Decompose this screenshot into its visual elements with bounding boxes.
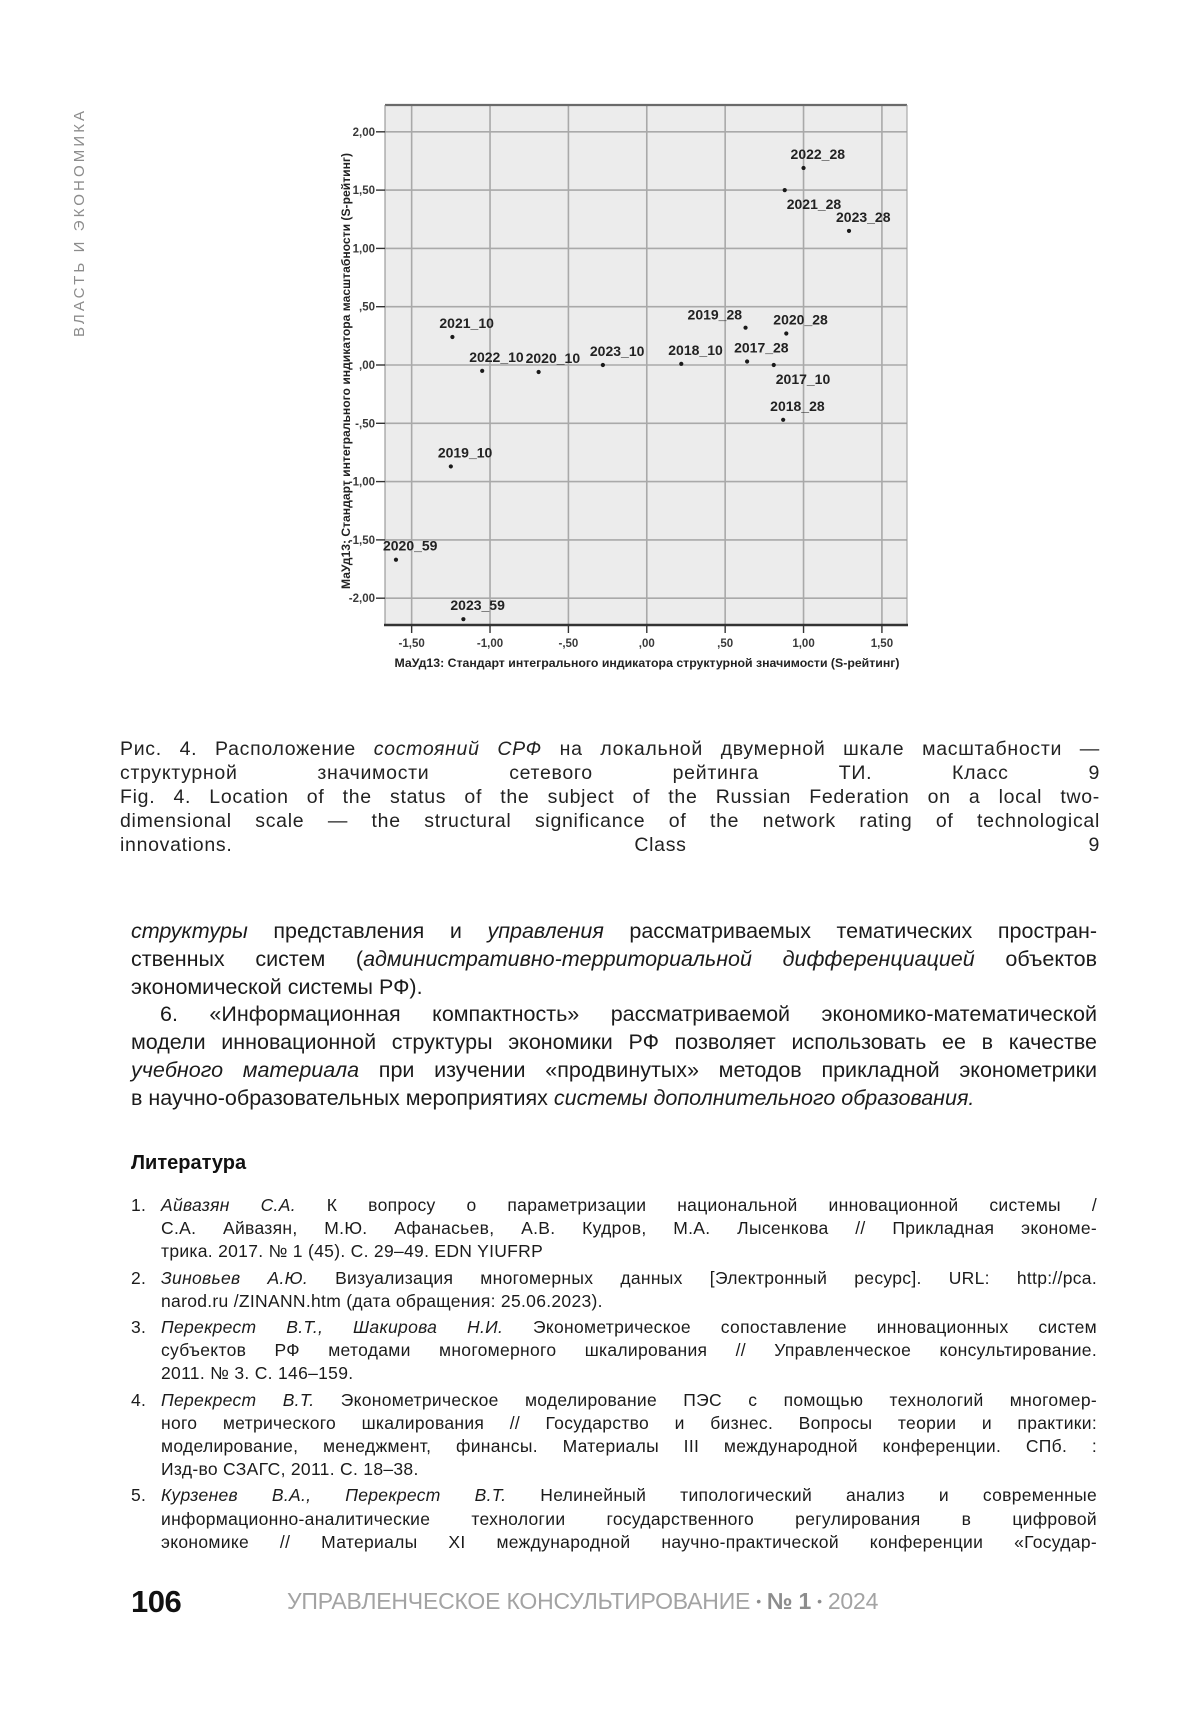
text-line xyxy=(131,918,1097,946)
y-tick-label: ,00 xyxy=(359,360,375,372)
data-point xyxy=(801,166,805,170)
text-line xyxy=(131,1085,1097,1113)
data-point xyxy=(745,359,749,363)
y-tick-label: 1,00 xyxy=(352,243,375,256)
body-paragraphs xyxy=(131,918,1097,1113)
point-label: 2022_10 xyxy=(469,348,524,365)
reference-item xyxy=(131,1316,1097,1386)
data-point xyxy=(781,418,785,422)
point-label: 2017_28 xyxy=(734,339,789,356)
data-point xyxy=(461,617,465,621)
text-line xyxy=(161,1339,1097,1362)
x-tick-label: -,50 xyxy=(558,638,579,650)
text: модели инновационной структуры экономики РФ позволяет использовать ее в качестве xyxy=(131,1030,1097,1055)
text-line xyxy=(161,1531,1097,1554)
x-tick-label: 1,50 xyxy=(870,638,894,650)
y-tick-label: -2,00 xyxy=(348,593,375,606)
data-point xyxy=(450,335,454,339)
text: 2011. № 3. С. 146–159. xyxy=(161,1363,354,1384)
figure-caption xyxy=(120,737,1100,857)
point-label: 2020_10 xyxy=(525,349,581,366)
text-line xyxy=(131,974,1097,1002)
italic-text: управления xyxy=(487,919,604,943)
reference-number: 5. xyxy=(131,1485,147,1506)
italic-text: состояний СРФ xyxy=(373,738,542,760)
text: Эконометрическое сопоставление инновационных систем xyxy=(503,1317,1097,1338)
text: С.А. Айвазян, М.Ю. Афанасьев, А.В. Кудров, М.А. Лысенкова // Прикладная экономе- xyxy=(161,1218,1097,1239)
journal-footer xyxy=(287,1588,878,1615)
text-line xyxy=(161,1412,1097,1435)
text-line xyxy=(161,1240,1097,1263)
data-point xyxy=(449,464,453,468)
text-line xyxy=(120,761,1100,785)
text-line xyxy=(131,946,1097,974)
italic-text: Айвазян С.А. xyxy=(161,1195,296,1215)
text-line xyxy=(161,1484,1097,1507)
italic-text: Зиновьев А.Ю. xyxy=(161,1267,308,1288)
text-line xyxy=(120,785,1100,809)
italic-text: системы дополнительного образования. xyxy=(553,1085,975,1110)
text: структурной значимости сетевого рейтинга ТИ. Класс 9 xyxy=(120,762,1100,784)
text: dimensional scale — the structural significance of the network rating of technological xyxy=(120,810,1100,832)
text-line xyxy=(161,1362,1097,1385)
text: narod.ru /ZINANN.htm (дата обращения: 25.06.2023). xyxy=(161,1290,603,1311)
y-axis-title: МаУд13: Стандарт интегрального индикатора масштабности (S-рейтинг) xyxy=(341,175,353,590)
text-line xyxy=(161,1267,1097,1290)
text: трика. 2017. № 1 (45). С. 29–49. EDN YIUFRP xyxy=(161,1241,544,1262)
reference-text xyxy=(161,1316,1097,1386)
journal-name: УПРАВЛЕНЧЕСКОЕ КОНСУЛЬТИРОВАНИЕ xyxy=(287,1588,751,1614)
text: субъектов РФ методами многомерного шкалирования // Управленческое консультирование. xyxy=(161,1340,1097,1361)
x-tick-label: -1,50 xyxy=(398,638,425,650)
text-line xyxy=(131,1057,1097,1085)
text-line xyxy=(161,1508,1097,1531)
italic-text: структуры xyxy=(131,919,248,943)
text-line xyxy=(161,1458,1097,1481)
text: 6. «Информационная компактность» рассматриваемой экономико-математической xyxy=(160,1002,1097,1027)
data-point xyxy=(679,362,683,366)
separator-dot: • xyxy=(817,1593,822,1609)
text-line xyxy=(161,1389,1097,1412)
separator-dot: • xyxy=(756,1593,761,1609)
journal-issue: № 1 xyxy=(766,1588,812,1614)
reference-text xyxy=(161,1267,1097,1313)
data-point xyxy=(601,363,605,367)
data-point xyxy=(537,370,541,374)
italic-text: Перекрест В.Т., Шакирова Н.И. xyxy=(161,1317,504,1338)
point-label: 2020_28 xyxy=(773,311,828,328)
x-tick-label: ,00 xyxy=(638,638,655,650)
x-axis-title: МаУд13: Стандарт интегрального индикатора структурной значимости (S-рейтинг) xyxy=(394,658,900,670)
text: Нелинейный типологический анализ и современные xyxy=(506,1485,1097,1506)
text-line xyxy=(161,1435,1097,1458)
text: innovations. Class 9 xyxy=(120,834,1100,856)
text: рассматриваемых тематических простран- xyxy=(603,919,1097,943)
data-point xyxy=(772,363,776,367)
text-line xyxy=(131,1001,1097,1029)
point-label: 2021_10 xyxy=(439,315,494,332)
text-line xyxy=(161,1290,1097,1313)
data-point xyxy=(847,229,851,233)
point-label: 2021_28 xyxy=(786,196,842,213)
references-list xyxy=(131,1194,1097,1557)
data-point xyxy=(783,188,787,192)
text: Эконометрическое моделирование ПЭС с помощью технологий многомер- xyxy=(314,1389,1097,1410)
x-tick-label: 1,00 xyxy=(792,638,815,650)
reference-item xyxy=(131,1389,1097,1482)
text: на локальной двумерной шкале масштабности — xyxy=(541,738,1100,760)
text: экономической системы РФ). xyxy=(131,974,423,999)
reference-text xyxy=(161,1484,1097,1554)
data-point xyxy=(743,326,747,330)
data-point xyxy=(394,558,398,562)
text-line xyxy=(161,1194,1097,1217)
reference-number: 4. xyxy=(131,1389,147,1410)
point-label: 2018_28 xyxy=(770,397,825,414)
text-line xyxy=(161,1217,1097,1240)
y-tick-label: 2,00 xyxy=(352,126,375,139)
references-heading: Литература xyxy=(131,1152,247,1174)
point-label: 2019_10 xyxy=(437,444,493,461)
point-label: 2023_59 xyxy=(450,597,505,614)
text: Рис. 4. Расположение xyxy=(120,738,374,760)
text: ного метрического шкалирования // Государство и бизнес. Вопросы теории и практики: xyxy=(161,1412,1097,1433)
reference-number: 2. xyxy=(131,1267,147,1288)
text: ственных систем ( xyxy=(131,946,364,971)
y-tick-label: -1,00 xyxy=(348,476,375,489)
reference-item xyxy=(131,1194,1097,1264)
text: представления и xyxy=(247,919,488,943)
reference-text xyxy=(161,1194,1097,1264)
point-label: 2020_59 xyxy=(382,537,438,554)
y-tick-label: ,50 xyxy=(359,301,375,314)
text-line xyxy=(120,809,1100,833)
text-line xyxy=(120,737,1100,761)
y-tick-label: -,50 xyxy=(355,418,375,431)
journal-year: 2024 xyxy=(827,1588,879,1614)
text: К вопросу о параметризации национальной инновационной системы / xyxy=(295,1195,1097,1215)
reference-item xyxy=(131,1267,1097,1313)
text-line xyxy=(120,833,1100,857)
running-head: ВЛАСТЬ И ЭКОНОМИКА xyxy=(71,107,88,337)
x-tick-label: ,50 xyxy=(717,638,734,650)
text: объектов xyxy=(974,946,1097,971)
italic-text: Перекрест В.Т. xyxy=(161,1389,315,1410)
point-label: 2019_28 xyxy=(687,306,743,323)
data-point xyxy=(480,369,484,373)
text: при изучении «продвинутых» методов прикладной эконометрики xyxy=(359,1057,1098,1082)
point-label: 2018_10 xyxy=(668,341,723,358)
data-point xyxy=(784,331,788,335)
scatter-chart xyxy=(300,90,920,690)
x-tick-label: -1,00 xyxy=(476,638,504,650)
text-line xyxy=(131,1029,1097,1057)
reference-item xyxy=(131,1484,1097,1554)
point-label: 2023_10 xyxy=(589,343,645,359)
page-number: 106 xyxy=(131,1584,182,1619)
text: в научно-образовательных мероприятиях xyxy=(131,1085,554,1110)
text: моделирование, менеджмент, финансы. Материалы III международной конференции. СПб. : xyxy=(161,1436,1097,1457)
text: Fig. 4. Location of the status of the subject of the Russian Federation on a local two- xyxy=(120,786,1100,808)
text: Визуализация многомерных данных [Электронный ресурс]. URL: http://pca. xyxy=(308,1267,1097,1288)
text: информационно-аналитические технологии государственного регулирования в цифровой xyxy=(161,1508,1097,1529)
text: экономике // Материалы XI международной научно-практической конференции «Государ- xyxy=(161,1531,1097,1552)
y-tick-label: 1,50 xyxy=(352,185,375,198)
point-label: 2023_28 xyxy=(836,208,891,225)
text: Изд-во СЗАГС, 2011. С. 18–38. xyxy=(161,1459,419,1480)
y-tick-label: -1,50 xyxy=(348,534,375,547)
reference-number: 1. xyxy=(131,1195,147,1215)
point-label: 2022_28 xyxy=(790,145,846,162)
reference-number: 3. xyxy=(131,1317,147,1338)
point-label: 2017_10 xyxy=(775,371,831,387)
reference-text xyxy=(161,1389,1097,1482)
text-line xyxy=(161,1316,1097,1339)
italic-text: Курзенев В.А., Перекрест В.Т. xyxy=(161,1485,507,1506)
italic-text: административно-территориальной дифференциацией xyxy=(363,946,975,971)
italic-text: учебного материала xyxy=(131,1057,360,1082)
